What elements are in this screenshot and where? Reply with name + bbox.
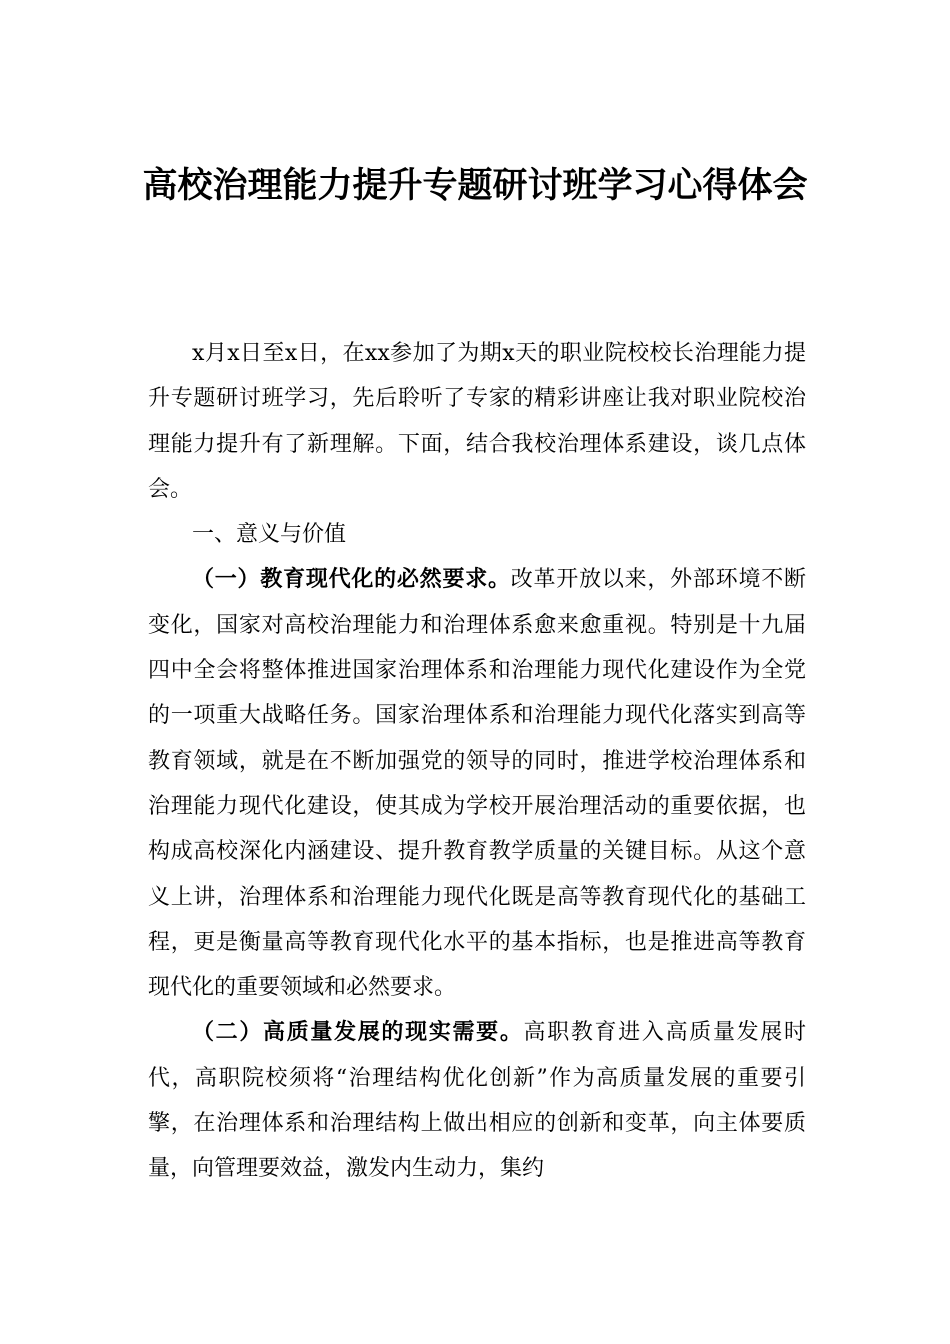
section-heading: 一、意义与价值 [192,522,347,548]
document-body [148,331,806,1192]
item-1-lead: （一）教育现代化的必然要求。 [192,566,511,593]
paragraph-item-1 [148,557,806,1010]
item-2-text: 高职教育进入高质量发展时代，高职院校须将“治理结构优化创新”作为高质量发展的重要引擎，在治理体系和治理结构上做出相应的创新和变革，向主体要质量，向管理要效益，激发内生动力，集约 [148,1020,806,1182]
item-1-text: 改革开放以来，外部环境不断变化，国家对高校治理能力和治理体系愈来愈重视。特别是十九届四中全会将整体推进国家治理体系和治理能力现代化建设作为全党的一项重大战略任务。国家治理体系和治理能力现代化落实到高等教育领域，就是在不断加强党的领导的同时，推进学校治理体系和治理能力现代化建设，使其成为学校开展治理活动的重要依据，也构成高校深化内涵建设、提升教育教学质量的关键目标。从这个意义上讲，治理体系和治理能力现代化既是高等教育现代化的基础工程，更是衡量高等教育现代化水平的基本指标，也是推进高等教育现代化的重要领域和必然要求。 [148,567,806,1001]
paragraph-item-2 [148,1010,806,1191]
document-title: 高校治理能力提升专题研讨班学习心得体会 [142,165,808,206]
intro-paragraph: x月x日至x日，在xx参加了为期x天的职业院校校长治理能力提升专题研讨班学习，先后聆听了专家的精彩讲座让我对职业院校治理能力提升有了新理解。下面，结合我校治理体系建设，谈几点体会。 [148,341,806,502]
item-2-lead: （二）高质量发展的现实需要。 [192,1019,524,1046]
